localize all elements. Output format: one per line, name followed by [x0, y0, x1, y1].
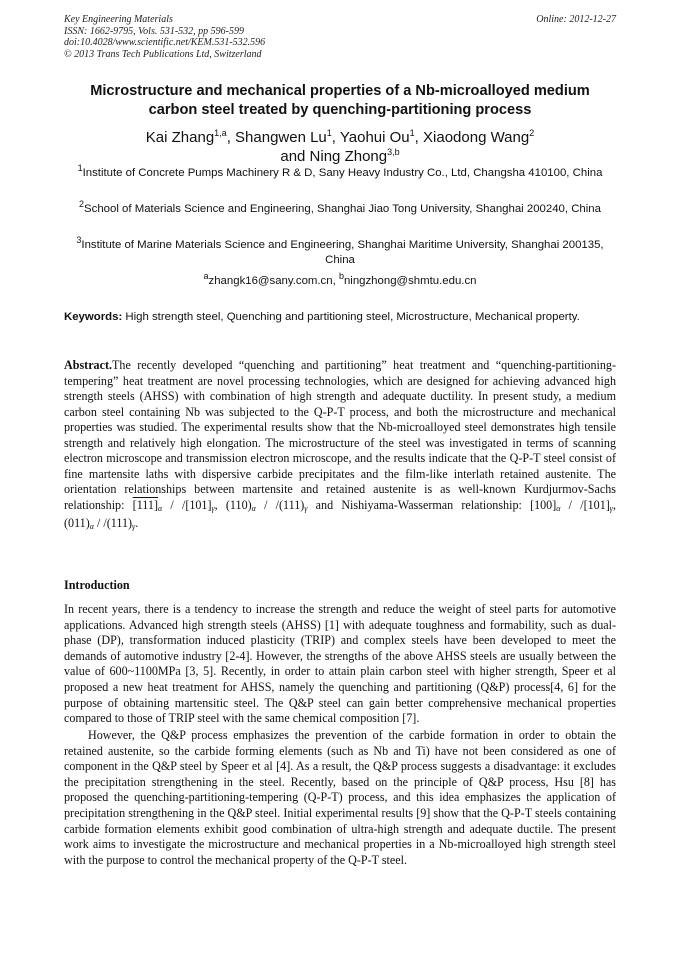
author-sup: 3,b — [387, 147, 400, 157]
author-line-1 — [64, 128, 616, 147]
nw2-a: (011) — [64, 516, 90, 530]
nw-relation-1 — [530, 498, 613, 512]
intro-paragraph-1: In recent years, there is a tendency to increase the strength and reduce the weight of steel parts for automotive applications. Advanced high strength steels (AHSS) [1] with adequate toughness and formability, such as dual-phase (DP), transformation induced plasticity (TRIP) and complex steels have been developed to meet the demands of automotive industry [2-4]. However, the strengths of the above AHSS steels are usually between the value of 600~1100MPa [3, 5]. Recently, in order to attain plain carbon steel with higher strength, Speer et al proposed a new heat treatment for AHSS, namely the quenching and partitioning (Q&P) process[4, 6] for the purpose of obtaining martensitic steel. The Q&P steel can gain better comprehensive mechanical properties compared to those of TRIP steel with the same chemical composition [7]. — [64, 602, 616, 726]
paper-title: Microstructure and mechanical properties of a Nb-microalloyed medium carbon steel treated by quenching-partitioning process — [90, 83, 590, 118]
gamma-sub: γ — [132, 522, 136, 531]
author-sup: 1 — [326, 128, 332, 138]
author-sep: , — [226, 129, 236, 146]
affiliation-sup: 1 — [77, 163, 83, 174]
abstract-and: and Nishiyama-Wasserman relationship: — [307, 497, 531, 512]
affiliation-sup: 2 — [79, 199, 85, 210]
relation-comma: , — [214, 497, 226, 512]
alpha-sub: α — [251, 503, 256, 513]
affiliation-1 — [64, 163, 616, 181]
affiliation-2 — [64, 199, 616, 217]
author-name: Yaohui Ou — [339, 129, 410, 146]
email-sup: b — [338, 271, 344, 282]
author-list — [64, 128, 616, 166]
gamma-sub: γ — [304, 503, 308, 513]
affiliation-text: Institute of Concrete Pumps Machinery R & D, Sany Heavy Industry Co., Ltd, Changsha 410100, China — [82, 167, 603, 179]
keywords-text: High strength steel, Quenching and partitioning steel, Microstructure, Mechanical property. — [122, 311, 580, 323]
doi-line: doi:10.4028/www.scientific.net/KEM.531-532.596 — [64, 37, 266, 48]
author-sup: 2 — [529, 128, 535, 138]
nw-relation-2 — [64, 516, 135, 530]
author-name: Kai Zhang — [145, 129, 215, 146]
gamma-sub: γ — [211, 503, 215, 513]
nw1-a: [100] — [530, 497, 557, 512]
journal-name: Key Engineering Materials — [64, 14, 173, 25]
ks-relation-2 — [226, 498, 308, 512]
nw2-b: / /(111) — [96, 516, 133, 530]
abstract-end: . — [135, 516, 139, 530]
online-date: Online: 2012-12-27 — [536, 14, 616, 25]
copyright-line: © 2013 Trans Tech Publications Ltd, Switzerland — [64, 48, 262, 60]
author-name: Xiaodong Wang — [423, 129, 530, 146]
abstract-text: The recently developed “quenching and partitioning” heat treatment and “quenching-partitioning-tempering” heat treatment are novel processing technologies, which are designed for achieving advanced high strength steels (AHSS) with combination of high strength and adequate ductility. In present study, a medium carbon steel containing Nb was subjected to the Q-P-T process, and both the microstructure and mechanical properties was studied. The experimental results show that the Nb-microalloyed steel demonstrates high tensile strength and relatively high elongation. The microstructure of the steel was investigated in terms of scanning electron microscope and transmission electron microscope, and the results indicate that the Q-P-T steel consist of fine martensite laths with dispersive carbide precipitates and the film-like interlath retained austenite. The orientation relationships between martensite and retained austenite is as well-known Kurdjurmov-Sachs relationship: — [64, 358, 616, 512]
author-sup: 1 — [409, 128, 415, 138]
email-line — [64, 271, 616, 289]
alpha-sub: α — [89, 522, 94, 531]
ks2-b: / /(111) — [264, 497, 305, 512]
ks2-a: (110) — [225, 497, 252, 512]
keywords-label: Keywords: — [64, 311, 123, 323]
author-sep: , — [414, 129, 424, 146]
abstract-label: Abstract. — [64, 358, 113, 372]
issn-line: ISSN: 1662-9795, Vols. 531-532, pp 596-599 — [64, 25, 244, 37]
alpha-sub: α — [157, 503, 163, 513]
author-sup: 1,a — [214, 128, 227, 138]
email-a[interactable]: zhangk16@sany.com.cn — [208, 275, 333, 287]
gamma-sub: γ — [609, 503, 613, 513]
alpha-sub: α — [556, 503, 561, 513]
affiliation-3 — [64, 235, 616, 268]
abstract — [64, 358, 616, 535]
journal-header — [64, 14, 616, 60]
keywords — [64, 310, 616, 325]
ks1-a: [111] — [132, 497, 158, 512]
relation-comma: , — [612, 497, 616, 512]
author-line-2 — [64, 147, 616, 166]
author-sep: , — [331, 129, 340, 146]
intro-paragraph-2: However, the Q&P process emphasizes the prevention of the carbide formation in order to obtain the retained austenite, so the carbide forming elements (such as Nb and Ti) have not been considered as one of component in the Q&P steel by Speer et al [4]. As a result, the Q&P process suggests a disadvantage: it excludes the precipitation strengthening in the steel. Recently, based on the principle of Q&P process, Hsu [8] has proposed the quenching-partitioning-tempering (Q-P-T) process, and this idea emphasizes the application of precipitation strengthening in the Q&P steel. Initial experimental results [9] show that the Q-P-T steels containing carbide formation elements exhibit good combination of ultra-high strength and adequate ductile. The present work aims to investigate the microstructure and mechanical properties in a Nb-microalloyed high strength steel with the purpose to control the mechanical property of the Q-P-T steel. — [64, 728, 616, 867]
nw1-b: / /[101] — [568, 497, 610, 512]
email-sep: , — [332, 275, 339, 287]
affiliation-sup: 3 — [76, 235, 82, 246]
email-sup: a — [203, 271, 209, 282]
affiliation-text: School of Materials Science and Engineering, Shanghai Jiao Tong University, Shanghai 200240, China — [84, 203, 601, 215]
author-name: and Ning Zhong — [280, 148, 388, 165]
author-name: Shangwen Lu — [235, 129, 327, 146]
ks1-b: / /[101] — [170, 497, 212, 512]
ks-relation-1 — [133, 498, 215, 512]
section-heading-introduction: Introduction — [64, 578, 130, 592]
email-b[interactable]: ningzhong@shmtu.edu.cn — [343, 275, 477, 287]
affiliation-text: Institute of Marine Materials Science and Engineering, Shanghai Maritime University, Shanghai 200135, China — [81, 239, 604, 266]
